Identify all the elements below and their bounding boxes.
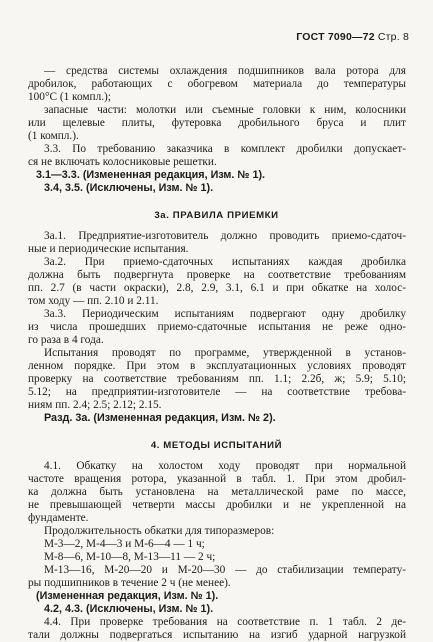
text-line: 4.1. Обкатку на холостом ходу проводят при нормальной (44, 460, 406, 472)
amendment-note: (Измененная редакция, Изм. № 1). (36, 590, 219, 602)
text-line: должна быть подвергнута проверке на соответствие требованиям (28, 269, 406, 281)
text-line: Продолжительность обкатки для типоразмеров: (44, 525, 275, 537)
amendment-note: 4.2, 4.3. (Исключены, Изм. № 1). (44, 603, 214, 615)
text-line: 3а.3. Периодическим испытаниям подвергают одну дробилку (44, 308, 406, 320)
text-line: пп. 2.7 (в части окраски), 2.8, 2.9, 3.1, 6.1 и при обкатке на холос- (28, 282, 406, 294)
text-line: — средства системы охлаждения подшипников вала ротора для (44, 65, 406, 77)
text-line: (1 компл.). (28, 130, 79, 142)
text-line: не превышающей четверти массы дробилки и не укрепленной на (28, 499, 406, 511)
text-line: фундаменте. (28, 512, 89, 524)
text-line: ка должна быть установлена на металлической раме по массе, (28, 486, 406, 498)
section-heading-3a: 3а. ПРАВИЛА ПРИЕМКИ (154, 210, 279, 221)
section-heading-4: 4. МЕТОДЫ ИСПЫТАНИЙ (150, 440, 283, 451)
text-line: 5.12; на предприятии-изготовителе — на соответствие требова- (28, 386, 406, 398)
text-line: запасные части: молотки или съемные головки к ним, колосники (44, 104, 406, 116)
text-line: М-3—2, М-4—3 и М-6—4 — 1 ч; (44, 538, 205, 550)
gost-number: ГОСТ 7090—72 (296, 31, 375, 43)
text-line: 3а.1. Предприятие-изготовитель должно проводить приемо-сдаточ- (44, 230, 406, 242)
text-line: Испытания проводят по программе, утвержденной в установ- (44, 347, 406, 359)
text-line: ся не включать колосниковые решетки. (28, 156, 217, 168)
text-line: М-13—16, М-20—20 и М-20—30 — до стабилизации температу- (44, 564, 406, 576)
text-line: из числа прошедших приемо-сдаточные испытания не реже одно- (28, 321, 406, 333)
text-line: ры подшипников в течение 2 ч (не менее). (28, 577, 231, 589)
text-line: дробилок, работающих с обогревом материала до температуры (28, 78, 406, 90)
text-line: 100°С (1 компл.); (28, 91, 111, 103)
text-line: том ходу — пп. 2.10 и 2.11. (28, 295, 159, 307)
text-line: 3а.2. При приемо-сдаточных испытаниях каждая дробилка (44, 256, 406, 268)
text-line: ные и периодические испытания. (28, 243, 189, 255)
text-line: тали должны подвергаться испытанию на изгиб ударной нагрузкой (28, 629, 406, 641)
text-line: ленном порядке. При этом в эксплуатационных условиях проводят (28, 360, 406, 372)
text-line: М-8—6, М-10—8, М-13—11 — 2 ч; (44, 551, 216, 563)
text-line: го раза в 4 года. (28, 334, 104, 346)
text-line: 4.4. При проверке требования на соответствие п. 1 табл. 2 де- (44, 616, 406, 628)
amendment-note: 3.1—3.3. (Измененная редакция, Изм. № 1). (36, 169, 266, 181)
page-number: Стр. 8 (377, 31, 409, 43)
text-line: проверку на соответствие требованиям пп. 1.1; 2.2б, ж; 5.9; 5.10; (28, 373, 406, 385)
text-line: частоте вращения ротора, указанной в табл. 1. При этом дробил- (28, 473, 406, 485)
text-line: 3.3. По требованию заказчика в комплект дробилки допускает- (44, 143, 406, 155)
page-header (296, 31, 409, 43)
text-line: или щелевые плиты, футеровка дробильного бруса и плит (28, 117, 406, 129)
amendment-note: 3.4, 3.5. (Исключены, Изм. № 1). (44, 182, 214, 194)
amendment-note: Разд. 3а. (Измененная редакция, Изм. № 2). (44, 412, 276, 424)
text-line: ниям пп. 2.4; 2.5; 2.12; 2.15. (28, 399, 162, 411)
